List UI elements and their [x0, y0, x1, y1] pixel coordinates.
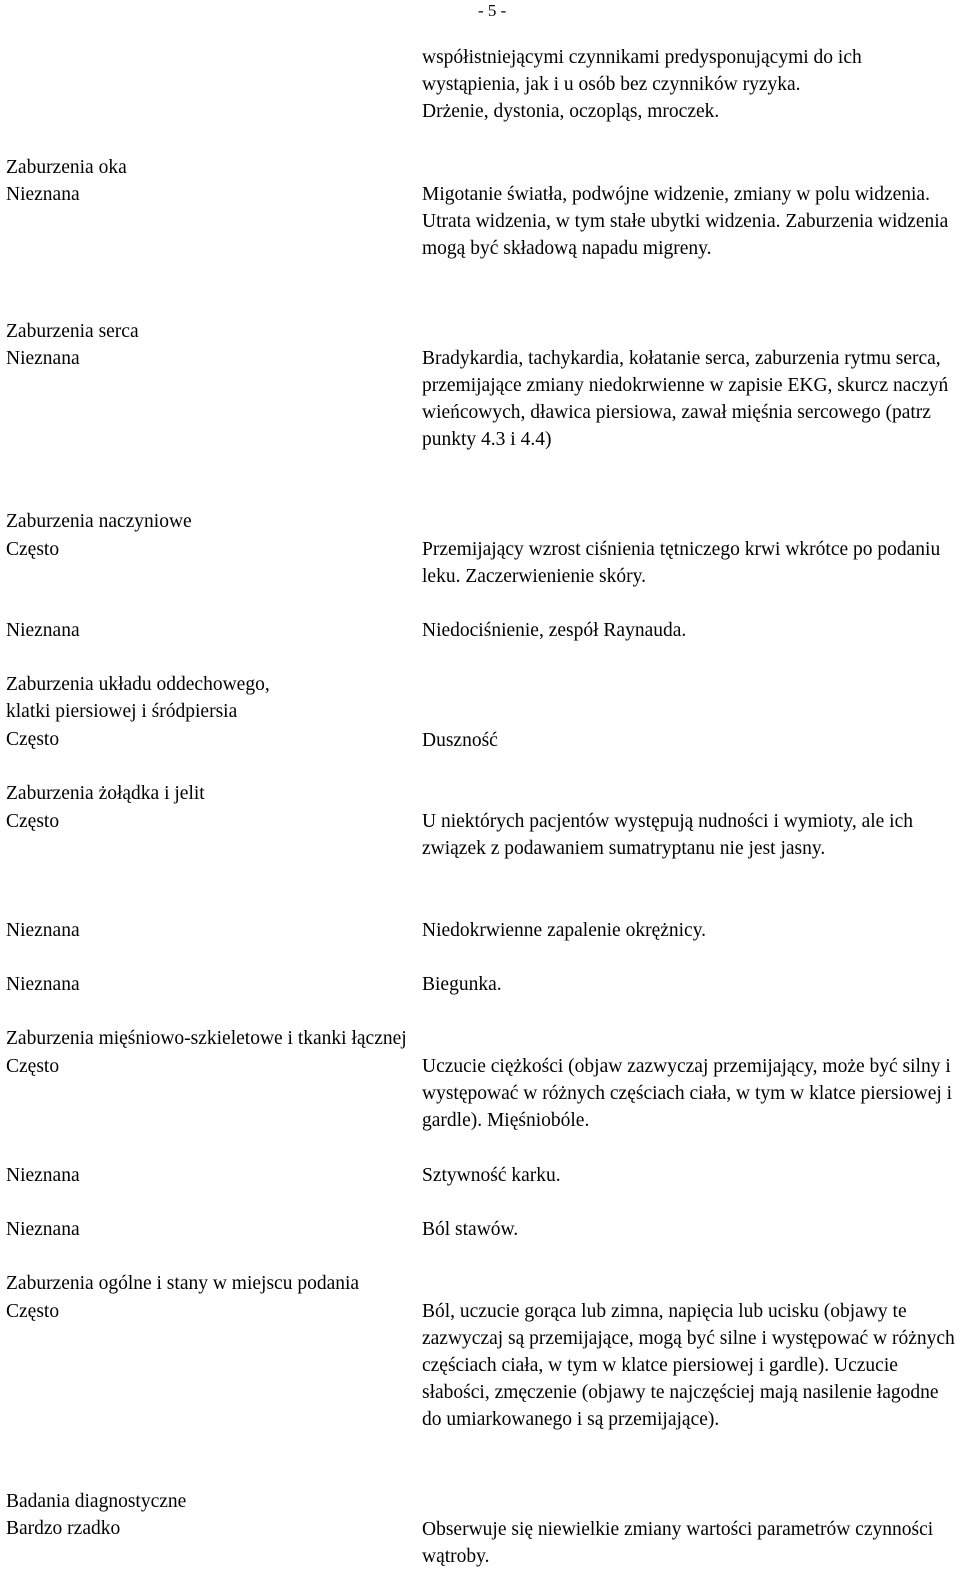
section-heading-musculoskeletal: Zaburzenia mięśniowo-szkieletowe i tkanki łącznej — [6, 1028, 407, 1049]
adverse-effect-text: Sztywność karku. — [422, 1165, 561, 1186]
adverse-effect-text: Obserwuje się niewielkie zmiany wartości parametrów czynności wątroby. — [422, 1519, 934, 1567]
adverse-effect-text: Ból stawów. — [422, 1219, 519, 1240]
section-heading-general: Zaburzenia ogólne i stany w miejscu podania — [6, 1273, 360, 1294]
frequency-label: Nieznana — [6, 974, 80, 995]
frequency-label: Nieznana — [6, 1165, 80, 1186]
adverse-effect-text: Uczucie ciężkości (objaw zazwyczaj przemijający, może być silny i występować w różnych częściach ciała, w tym w klatce piersiowej i gardle). Mięśniobóle. — [422, 1056, 953, 1131]
adverse-effect-text: Ból, uczucie gorąca lub zimna, napięcia lub ucisku (objawy te zazwyczaj są przemijające, mogą być silne i występować w różnych częściach ciała, w tym w klatce piersiowej i gardle). Uczucie słabości, zmęczenie (objawy te najczęściej mają nasilenie łagodne do umiarkowanego i są przemijające). — [422, 1301, 955, 1430]
section-heading-eye: Zaburzenia oka — [6, 157, 127, 178]
adverse-effect-text: Duszność — [422, 730, 498, 751]
adverse-effect-text: Migotanie światła, podwójne widzenie, zmiany w polu widzenia. Utrata widzenia, w tym stałe ubytki widzenia. Zaburzenia widzenia mogą być składową napadu migreny. — [422, 184, 949, 259]
section-heading-heart: Zaburzenia serca — [6, 321, 139, 342]
section-heading-respiratory: Zaburzenia układu oddechowego, — [6, 674, 270, 695]
section-heading-diagnostic: Badania diagnostyczne — [6, 1491, 187, 1512]
page-number: - 5 - — [478, 1, 507, 20]
frequency-label: Nieznana — [6, 1219, 80, 1240]
frequency-label: Nieznana — [6, 348, 80, 369]
adverse-effect-text: Niedokrwienne zapalenie okrężnicy. — [422, 920, 707, 941]
frequency-label: Często — [6, 729, 60, 750]
frequency-label: Nieznana — [6, 184, 80, 205]
frequency-label: Nieznana — [6, 620, 80, 641]
adverse-effect-text: Przemijający wzrost ciśnienia tętniczego krwi wkrótce po podaniu leku. Zaczerwienienie skóry. — [422, 539, 941, 587]
frequency-label: Często — [6, 1056, 60, 1077]
frequency-label: Często — [6, 539, 60, 560]
intro-text-2: Drżenie, dystonia, oczopląs, mroczek. — [422, 101, 720, 122]
intro-text-1: współistniejącymi czynnikami predysponującymi do ich wystąpienia, jak i u osób bez czynników ryzyka. — [422, 47, 862, 95]
section-heading-respiratory-line-2: klatki piersiowej i śródpiersia — [6, 701, 238, 722]
frequency-label: Bardzo rzadko — [6, 1518, 121, 1539]
frequency-label: Nieznana — [6, 920, 80, 941]
frequency-label: Często — [6, 811, 60, 832]
adverse-effect-text: Biegunka. — [422, 974, 502, 995]
section-heading-gastro: Zaburzenia żołądka i jelit — [6, 783, 205, 804]
adverse-effect-text: Bradykardia, tachykardia, kołatanie serca, zaburzenia rytmu serca, przemijające zmiany niedokrwienne w zapisie EKG, skurcz naczyń wieńcowych, dławica piersiowa, zawał mięśnia sercowego (patrz punkty 4.3 i 4.4) — [422, 348, 949, 450]
adverse-effect-text: U niektórych pacjentów występują nudności i wymioty, ale ich związek z podawaniem sumatryptanu nie jest jasny. — [422, 811, 913, 859]
frequency-label: Często — [6, 1301, 60, 1322]
section-heading-vascular: Zaburzenia naczyniowe — [6, 511, 192, 532]
adverse-effect-text: Niedociśnienie, zespół Raynauda. — [422, 620, 687, 641]
